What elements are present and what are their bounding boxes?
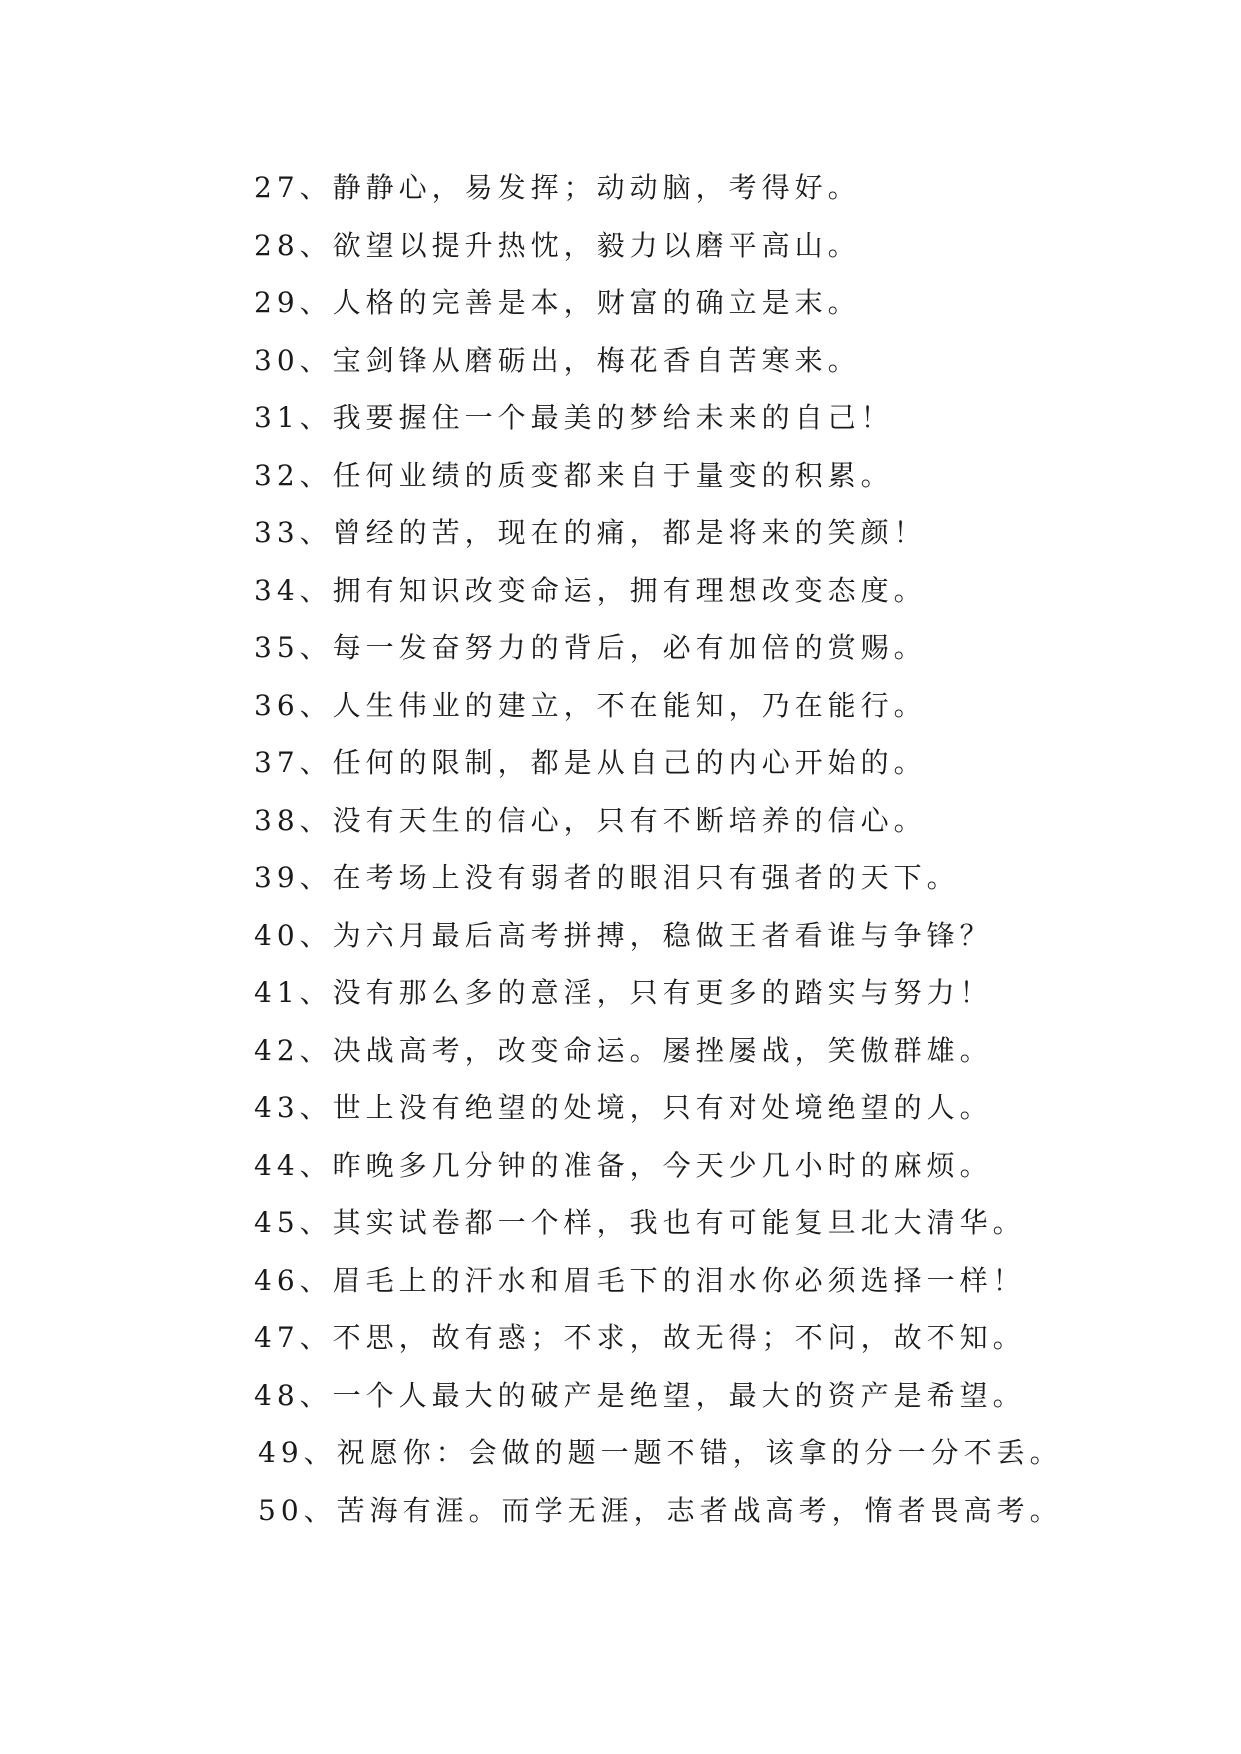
quote-line-33: 33、曾经的苦，现在的痛，都是将来的笑颜！ — [254, 516, 927, 549]
quote-line-34: 34、拥有知识改变命运，拥有理想改变态度。 — [254, 573, 927, 607]
quote-line-39: 39、在考场上没有弱者的眼泪只有强者的天下。 — [254, 861, 960, 894]
quote-line-49: 49、祝愿你：会做的题一题不错，该拿的分一分不丢。 — [258, 1436, 1063, 1469]
quote-line-48: 48、一个人最大的破产是绝望，最大的资产是希望。 — [254, 1378, 1026, 1412]
quote-line-35: 35、每一发奋努力的背后，必有加倍的赏赐。 — [254, 631, 927, 664]
quote-line-50: 50、苦海有涯。而学无涯，志者战高考，惰者畏高考。 — [258, 1493, 1063, 1527]
quote-line-31: 31、我要握住一个最美的梦给未来的自己！ — [254, 401, 894, 434]
quote-line-43: 43、世上没有绝望的处境，只有对处境绝望的人。 — [254, 1091, 993, 1124]
quote-line-30: 30、宝剑锋从磨砺出，梅花香自苦寒来。 — [254, 343, 861, 377]
quote-line-36: 36、人生伟业的建立，不在能知，乃在能行。 — [254, 688, 927, 722]
quote-line-37: 37、任何的限制，都是从自己的内心开始的。 — [254, 746, 927, 779]
quote-line-47: 47、不思，故有惑；不求，故无得；不问，故不知。 — [254, 1321, 1026, 1354]
quote-line-44: 44、昨晚多几分钟的准备，今天少几小时的麻烦。 — [254, 1148, 993, 1182]
quote-line-45: 45、其实试卷都一个样，我也有可能复旦北大清华。 — [254, 1206, 1026, 1239]
quote-list — [254, 159, 1063, 1539]
quote-line-27: 27、静静心，易发挥；动动脑，考得好。 — [254, 171, 861, 204]
quote-line-29: 29、人格的完善是本，财富的确立是末。 — [254, 286, 861, 319]
quote-line-46: 46、眉毛上的汗水和眉毛下的泪水你必须选择一样！ — [254, 1263, 1026, 1297]
quote-line-28: 28、欲望以提升热忱，毅力以磨平高山。 — [254, 228, 861, 262]
quote-line-41: 41、没有那么多的意淫，只有更多的踏实与努力！ — [254, 976, 993, 1009]
quote-line-32: 32、任何业绩的质变都来自于量变的积累。 — [254, 458, 894, 492]
quote-line-40: 40、为六月最后高考拼搏，稳做王者看谁与争锋？ — [254, 918, 993, 952]
quote-line-38: 38、没有天生的信心，只有不断培养的信心。 — [254, 803, 927, 837]
quote-line-42: 42、决战高考，改变命运。屡挫屡战，笑傲群雄。 — [254, 1033, 993, 1067]
